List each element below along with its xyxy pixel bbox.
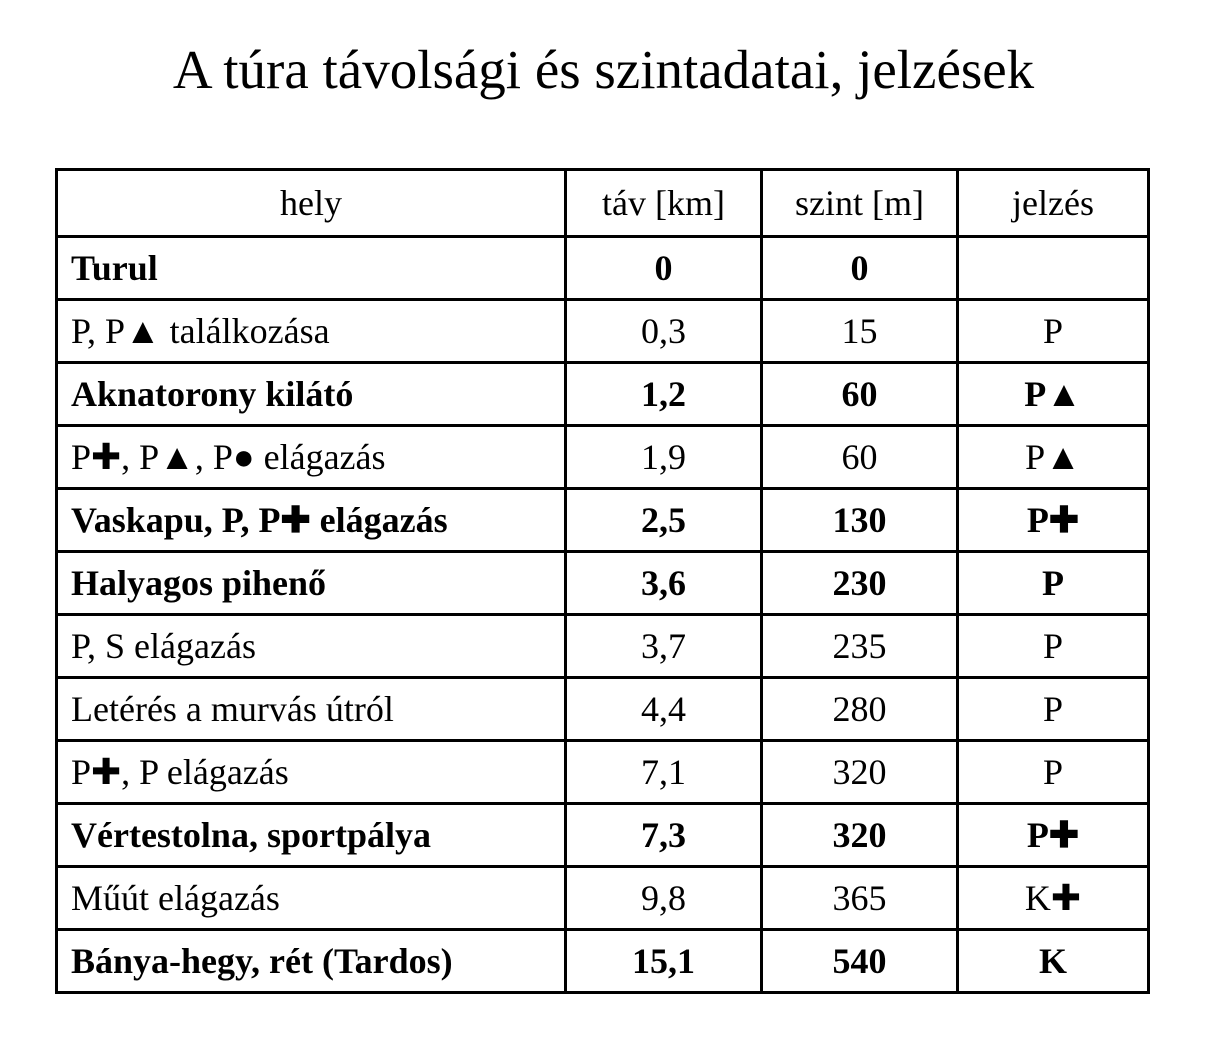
cell-hely: Vértestolna, sportpálya [57, 804, 566, 867]
cell-hely: P✚, P elágazás [57, 741, 566, 804]
header-tav: táv [km] [566, 170, 762, 237]
cell-jelzes: K [958, 930, 1149, 993]
header-szint: szint [m] [762, 170, 958, 237]
cell-hely: P, S elágazás [57, 615, 566, 678]
cell-tav: 0 [566, 237, 762, 300]
table-row [57, 300, 1149, 363]
cell-szint: 365 [762, 867, 958, 930]
table-row [57, 237, 1149, 300]
cell-szint: 60 [762, 426, 958, 489]
table-row [57, 804, 1149, 867]
cell-hely: Aknatorony kilátó [57, 363, 566, 426]
table-row [57, 426, 1149, 489]
cell-szint: 230 [762, 552, 958, 615]
cell-szint: 15 [762, 300, 958, 363]
cell-tav: 9,8 [566, 867, 762, 930]
cell-tav: 15,1 [566, 930, 762, 993]
cell-jelzes: P [958, 615, 1149, 678]
cell-tav: 2,5 [566, 489, 762, 552]
cell-szint: 60 [762, 363, 958, 426]
cell-tav: 7,1 [566, 741, 762, 804]
table-row [57, 615, 1149, 678]
cell-tav: 7,3 [566, 804, 762, 867]
cell-szint: 320 [762, 741, 958, 804]
cell-hely: Letérés a murvás útról [57, 678, 566, 741]
cell-hely: Turul [57, 237, 566, 300]
cell-tav: 3,7 [566, 615, 762, 678]
header-hely: hely [57, 170, 566, 237]
cell-hely: Műút elágazás [57, 867, 566, 930]
cell-tav: 3,6 [566, 552, 762, 615]
cell-hely: Bánya-hegy, rét (Tardos) [57, 930, 566, 993]
cell-hely: Vaskapu, P, P✚ elágazás [57, 489, 566, 552]
cell-hely: Halyagos pihenő [57, 552, 566, 615]
cell-jelzes: P [958, 678, 1149, 741]
cell-jelzes: P [958, 300, 1149, 363]
cell-szint: 0 [762, 237, 958, 300]
table-row [57, 741, 1149, 804]
table-row [57, 867, 1149, 930]
cell-tav: 1,9 [566, 426, 762, 489]
cell-szint: 280 [762, 678, 958, 741]
cell-hely: P, P▲ találkozása [57, 300, 566, 363]
cell-jelzes: P [958, 552, 1149, 615]
cell-tav: 1,2 [566, 363, 762, 426]
table-body [57, 237, 1149, 993]
cell-jelzes: K✚ [958, 867, 1149, 930]
cell-jelzes: P▲ [958, 426, 1149, 489]
page-title: A túra távolsági és szintadatai, jelzések [172, 39, 1035, 100]
header-jelzes: jelzés [958, 170, 1149, 237]
cell-szint: 130 [762, 489, 958, 552]
cell-szint: 540 [762, 930, 958, 993]
cell-szint: 235 [762, 615, 958, 678]
table-row [57, 678, 1149, 741]
cell-jelzes: P✚ [958, 489, 1149, 552]
cell-tav: 0,3 [566, 300, 762, 363]
cell-tav: 4,4 [566, 678, 762, 741]
cell-jelzes: P▲ [958, 363, 1149, 426]
table-row [57, 552, 1149, 615]
cell-jelzes: P [958, 741, 1149, 804]
cell-jelzes: P✚ [958, 804, 1149, 867]
cell-jelzes [958, 237, 1149, 300]
cell-hely: P✚, P▲, P● elágazás [57, 426, 566, 489]
route-data-table [55, 168, 1150, 994]
table-row [57, 363, 1149, 426]
table-row [57, 930, 1149, 993]
table-header-row [57, 170, 1149, 237]
table-row [57, 489, 1149, 552]
cell-szint: 320 [762, 804, 958, 867]
